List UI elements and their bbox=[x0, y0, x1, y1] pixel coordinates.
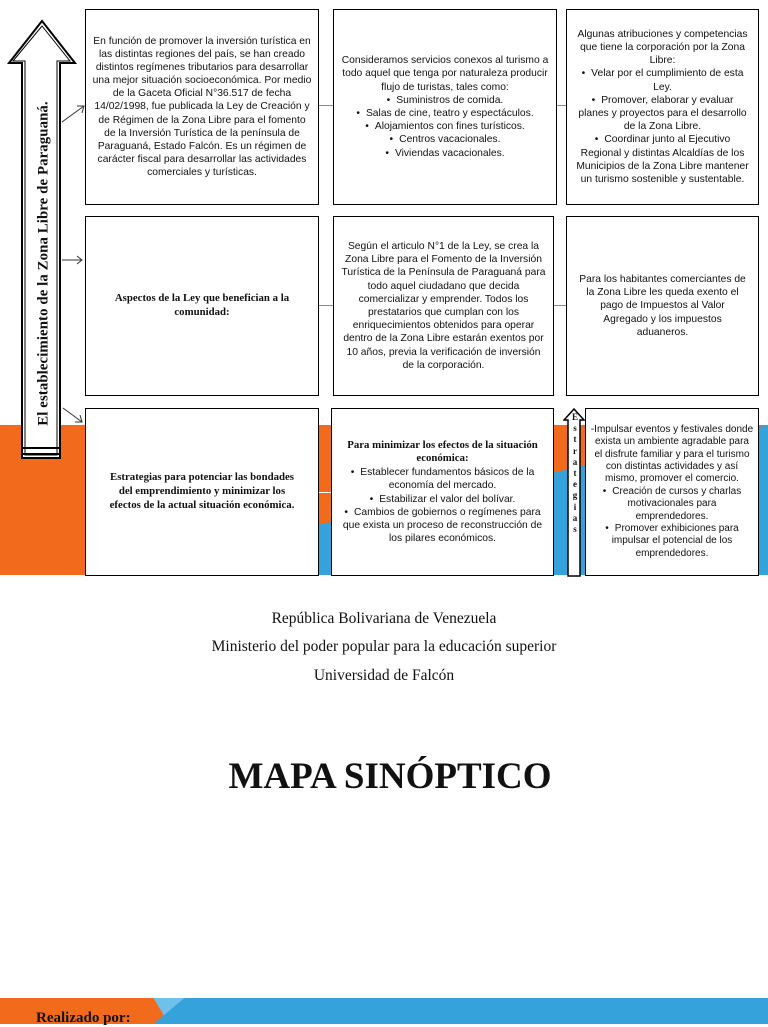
page-title: MAPA SINÓPTICO bbox=[228, 756, 552, 797]
list-item: • Promover, elaborar y evaluar planes y proyectos para el desarrollo de la Zona Libre. bbox=[575, 94, 750, 134]
realizado-por-label: Realizado por: bbox=[36, 1010, 131, 1026]
estrategias-letter: i bbox=[573, 501, 577, 512]
list-item: • Velar por el cumplimiento de esta Ley. bbox=[575, 67, 750, 93]
row1-box1-text: En función de promover la inversión turística en las distintas regiones del país, se han creado distintos regímenes tributarios para desarrollar una mejor situación socioeconómica. Por medio de la Gaceta Oficial N°36.517 de fecha 14/02/1998, fue publicada la Ley de Creación y de Régimen de la Zona Libre para el fomento de la Inversión Turística de la península de Paraguaná, Estado Falcón. Es un régimen de carácter fiscal para desarrollar las actividades comerciales y turísticas. bbox=[92, 35, 312, 179]
row1-box3-list bbox=[575, 67, 750, 186]
estrategias-letter: E bbox=[571, 412, 578, 422]
connector-line bbox=[318, 105, 334, 106]
connector-line bbox=[318, 492, 332, 493]
row3-box3-intro: -Impulsar eventos y festivales donde exista un ambiente agradable para el disfrute familiar y para el turismo con distintas actividades y así mismo, promover el comercio. bbox=[590, 423, 754, 485]
list-item: • Cambios de gobiernos o regímenes para que exista un proceso de reconstrucción de los pilares económicos. bbox=[338, 506, 547, 546]
list-item: • Establecer fundamentos básicos de la economía del mercado. bbox=[338, 466, 547, 492]
row3-box1-text: Estrategias para potenciar las bondades del emprendimiento y minimizar los efectos de la actual situación económica. bbox=[109, 471, 295, 511]
estrategias-letter: r bbox=[573, 445, 577, 456]
row2-box1 bbox=[85, 216, 319, 396]
estrategias-letter: s bbox=[573, 524, 577, 535]
row1-box3 bbox=[566, 9, 759, 205]
list-item: • Viviendas vacacionales. bbox=[340, 147, 550, 160]
arrow-label: El establecimiento de la Zona Libre de Paraguaná. bbox=[35, 100, 52, 426]
row3-box1 bbox=[85, 408, 319, 576]
estrategias-letter: s bbox=[573, 423, 577, 434]
main-arrow bbox=[0, 18, 80, 463]
header-line-2: Ministerio del poder popular para la educación superior bbox=[211, 638, 557, 655]
list-item: • Centros vacacionales. bbox=[340, 133, 550, 146]
list-item: • Creación de cursos y charlas motivacionales para emprendedores. bbox=[590, 486, 754, 523]
row3-box2 bbox=[331, 408, 554, 576]
row1-box1 bbox=[85, 9, 319, 205]
row3-box3-list bbox=[590, 486, 754, 560]
estrategias-letter: t bbox=[573, 434, 577, 445]
row1-box2-intro: Consideramos servicios conexos al turismo a todo aquel que tenga por naturaleza producir flujo de turistas, tales como: bbox=[341, 55, 549, 93]
header-line-3: Universidad de Falcón bbox=[313, 667, 455, 684]
row3-box2-heading: Para minimizar los efectos de la situación económica: bbox=[347, 438, 538, 465]
estrategias-letter: a bbox=[572, 512, 578, 523]
list-item: • Estabilizar el valor del bolívar. bbox=[338, 493, 547, 506]
row3-box2-list bbox=[338, 466, 547, 545]
estrategias-letter: a bbox=[572, 456, 578, 467]
connector-line bbox=[553, 305, 566, 306]
row1-box2-list bbox=[340, 94, 550, 160]
row2-box1-text: Aspectos de la Ley que benefician a la comunidad: bbox=[114, 292, 290, 318]
connector-line bbox=[556, 105, 566, 106]
estrategias-letter: g bbox=[572, 490, 578, 501]
list-item: • Suministros de comida. bbox=[340, 94, 550, 107]
row2-box2 bbox=[333, 216, 554, 396]
estrategias-label bbox=[570, 412, 580, 535]
list-item: • Promover exhibiciones para impulsar el potencial de los emprendedores. bbox=[590, 523, 754, 560]
header-line-1: República Bolivariana de Venezuela bbox=[271, 610, 497, 627]
row1-box3-intro: Algunas atribuciones y competencias que tiene la corporación por la Zona Libre: bbox=[577, 28, 748, 67]
estrategias-letter: e bbox=[573, 479, 577, 490]
list-item: • Coordinar junto al Ejecutivo Regional y distintas Alcaldías de los Municipios de la Zona Libre mantener un turismo sostenible y sustentable. bbox=[575, 133, 750, 186]
row2-box3 bbox=[566, 216, 759, 396]
list-item: • Alojamientos con fines turísticos. bbox=[340, 120, 550, 133]
row2-box2-text: Según el articulo N°1 de la Ley, se crea la Zona Libre para el Fomento de la Inversión Turística de la Península de Paraguaná para todo aquel ciudadano que decida comercializar y emprender. Todos los prestatarios que cumplan con los enriquecimientos obtenidos para operar dentro de la Zona Libre estarán exentos por 10 años, previa la verificación de inversión de la corporación. bbox=[341, 241, 546, 371]
row1-box2 bbox=[333, 9, 557, 205]
connector-line bbox=[318, 305, 334, 306]
row2-box3-text: Para los habitantes comerciantes de la Zona Libre les queda exento el pago de Impuestos al Valor Agregado y los impuestos aduaneros. bbox=[579, 274, 746, 338]
list-item: • Salas de cine, teatro y espectáculos. bbox=[340, 107, 550, 120]
row3-box3 bbox=[585, 408, 759, 576]
estrategias-letter: t bbox=[573, 468, 577, 479]
